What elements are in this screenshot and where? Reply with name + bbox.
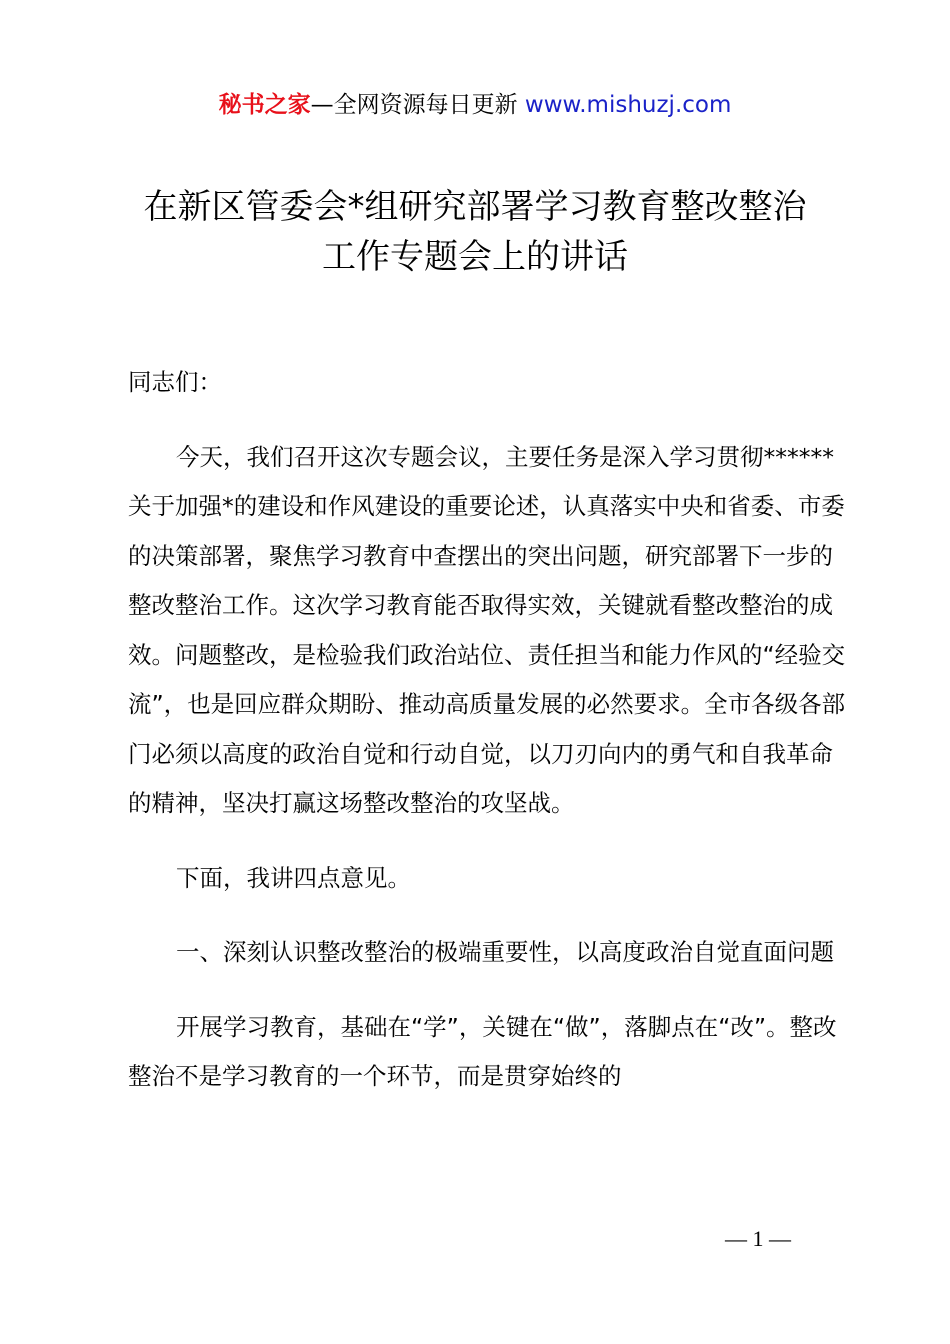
section-heading-1: 一、深刻认识整改整治的极端重要性，以高度政治自觉直面问题 xyxy=(176,938,834,966)
salutation: 同志们： xyxy=(128,368,222,396)
document-body xyxy=(128,358,848,1127)
paragraph-intro: 今天，我们召开这次专题会议，主要任务是深入学习贯彻******关于加强*的建设和作风建设的重要论述，认真落实中央和省委、市委的决策部署，聚焦学习教育中查摆出的突出问题，研究部署下一步的整改整治工作。这次学习教育能否取得实效，关键就看整改整治的成效。问题整改，是检验我们政治站位、责任担当和能力作风的“经验交流”，也是回应群众期盼、推动高质量发展的必然要求。全市各级各部门必须以高度的政治自觉和行动自觉，以刀刃向内的勇气和自我革命的精神，坚决打赢这场整改整治的攻坚战。 xyxy=(128,442,846,817)
title-line-1: 在新区管委会*组研究部署学习教育整改整治 xyxy=(143,187,807,227)
title-line-2: 工作专题会上的讲话 xyxy=(322,237,628,277)
paragraph-outline: 下面，我讲四点意见。 xyxy=(176,863,411,892)
site-url[interactable]: www.mishuzj.com xyxy=(524,92,732,118)
paragraph-section-1: 开展学习教育，基础在“学”，关键在“做”，落脚点在“改”。整改整治不是学习教育的一个环节，而是贯穿始终的 xyxy=(128,1012,837,1090)
page-number: — 1 — xyxy=(725,1226,791,1251)
site-header xyxy=(0,88,950,122)
document-title xyxy=(0,182,950,282)
brand-name: 秘书之家 xyxy=(218,92,311,118)
header-tagline: —全网资源每日更新 xyxy=(310,92,518,118)
